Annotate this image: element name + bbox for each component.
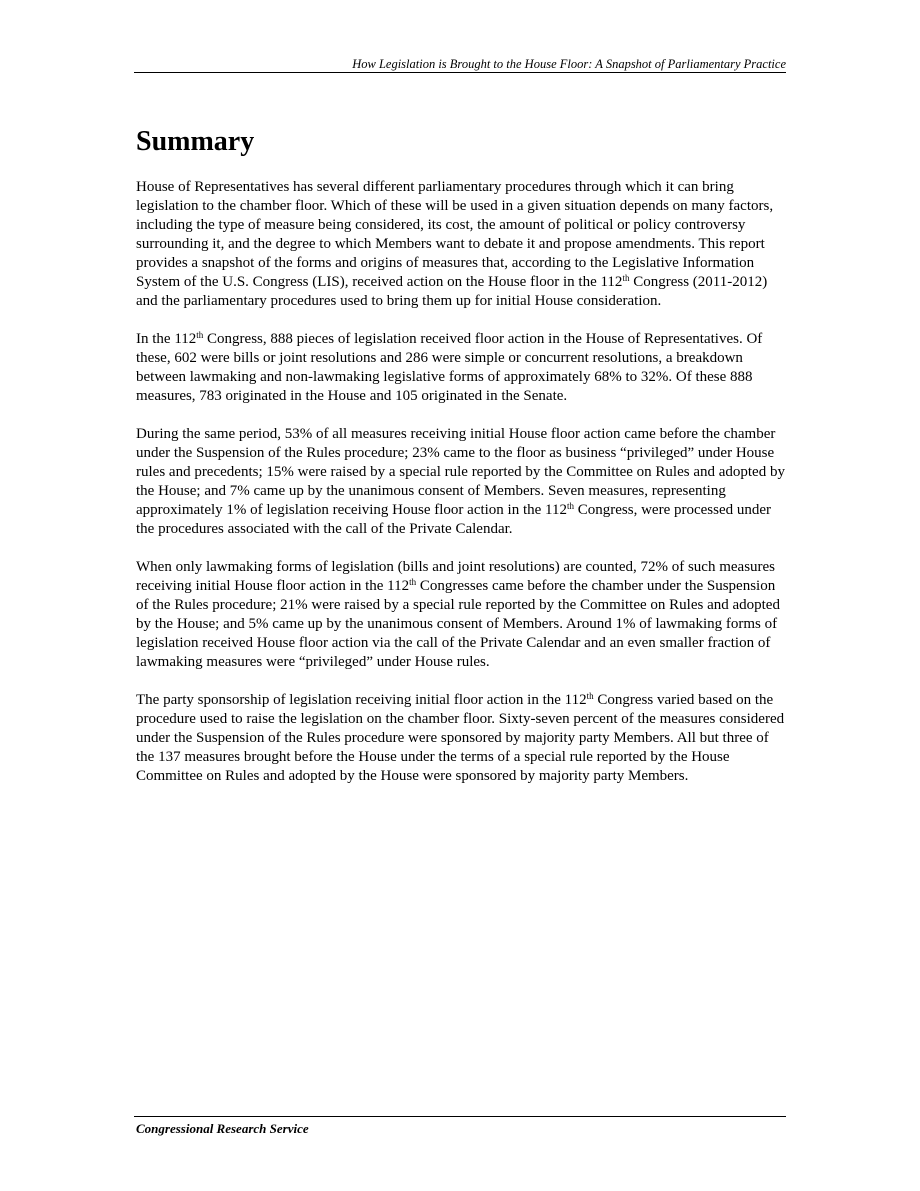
paragraph-text: Congress (2011-2012) and the parliamentary procedures used to bring them up for initial House consideration. bbox=[136, 274, 768, 309]
page-title: Summary bbox=[136, 126, 255, 157]
ordinal-suffix: th bbox=[196, 330, 204, 340]
paragraph-text: Congress, 888 pieces of legislation received floor action in the House of Representatives. Of these, 602 were bills or joint resolutions and 286 were simple or concurrent resolutions, a breakdown between lawmaking and non-lawmaking legislative forms of approximately 68% to 32%. Of these 888 measures, 783 originated in the House and 105 originated in the Senate. bbox=[136, 331, 763, 404]
paragraph-text: In the 112 bbox=[136, 331, 197, 347]
summary-paragraph-5 bbox=[136, 691, 788, 786]
summary-paragraph-3 bbox=[136, 425, 788, 539]
paragraph-text: When only lawmaking forms of legislation (bills and joint resolutions) are counted, 72% of such measures receiving initial House floor action in the 112 bbox=[136, 559, 776, 594]
ordinal-suffix: th bbox=[622, 273, 630, 283]
summary-paragraph-4 bbox=[136, 558, 788, 672]
ordinal-suffix: th bbox=[586, 691, 594, 701]
running-header: How Legislation is Brought to the House Floor: A Snapshot of Parliamentary Practice bbox=[352, 57, 786, 71]
ordinal-suffix: th bbox=[567, 501, 575, 511]
paragraph-text: During the same period, 53% of all measures receiving initial House floor action came before the chamber under the Suspension of the Rules procedure; 23% came to the floor as business “privileged” under House rules and precedents; 15% were raised by a special rule reported by the Committee on Rules and adopted by the House; and 7% came up by the unanimous consent of Members. Seven measures, representing approximately 1% of legislation receiving House floor action in the 112 bbox=[136, 426, 785, 518]
paragraph-text: Congresses came before the chamber under the Suspension of the Rules procedure; 21% were raised by a special rule reported by the Committee on Rules and adopted by the House; and 5% came up by the unanimous consent of Members. Around 1% of lawmaking forms of legislation received House floor action via the call of the Private Calendar and an even smaller fraction of lawmaking measures were “privileged” under House rules. bbox=[136, 578, 780, 670]
summary-body bbox=[136, 178, 788, 805]
paragraph-text: Congress, were processed under the procedures associated with the call of the Private Calendar. bbox=[136, 502, 772, 537]
paragraph-text: The party sponsorship of legislation receiving initial floor action in the 112 bbox=[136, 692, 587, 708]
summary-paragraph-1 bbox=[136, 178, 788, 311]
header-divider bbox=[134, 72, 786, 73]
paragraph-text: House of Representatives has several different parliamentary procedures through which it can bring legislation to the chamber floor. Which of these will be used in a given situation depends on many factors, including the type of measure being considered, its cost, the amount of political or policy controversy surrounding it, and the degree to which Members want to debate it and propose amendments. This report provides a snapshot of the forms and origins of measures that, according to the Legislative Information System of the U.S. Congress (LIS), received action on the House floor in the 112 bbox=[136, 179, 774, 290]
summary-paragraph-2 bbox=[136, 330, 788, 406]
footer-divider bbox=[134, 1116, 786, 1117]
paragraph-text: Congress varied based on the procedure used to raise the legislation on the chamber floor. Sixty-seven percent of the measures considered under the Suspension of the Rules procedure were sponsored by majority party Members. All but three of the 137 measures brought before the House under the terms of a special rule reported by the House Committee on Rules and adopted by the House were sponsored by majority party Members. bbox=[136, 692, 785, 784]
footer-source: Congressional Research Service bbox=[136, 1121, 309, 1136]
ordinal-suffix: th bbox=[409, 577, 417, 587]
